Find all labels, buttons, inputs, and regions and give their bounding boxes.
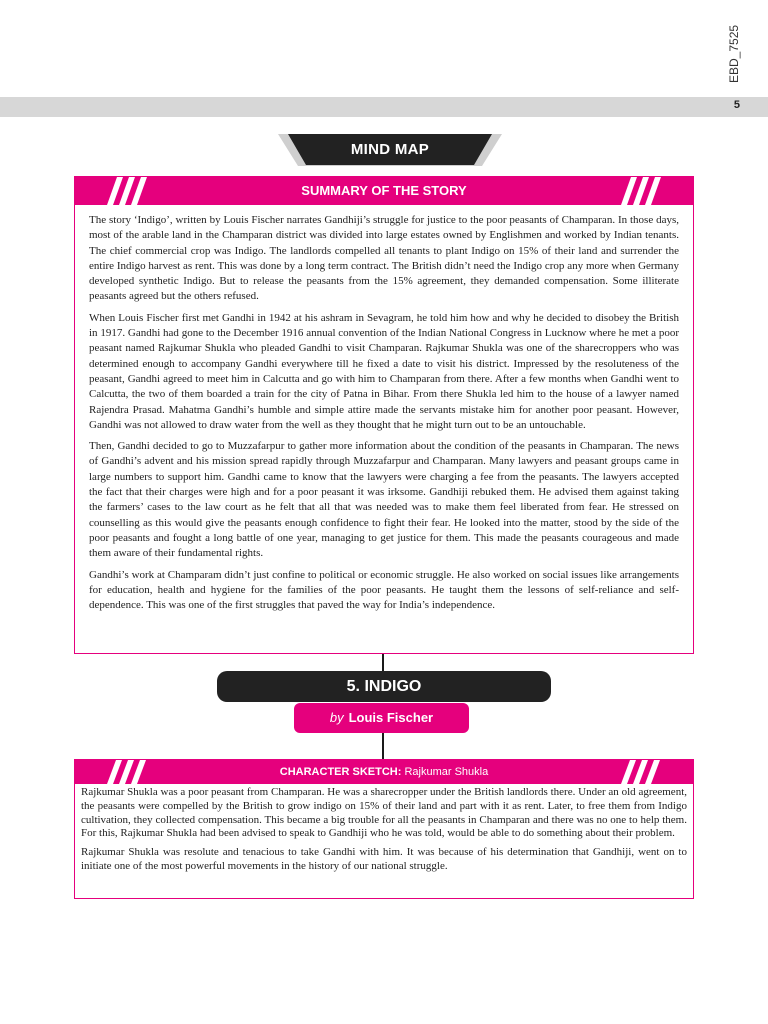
- author-by: by: [329, 710, 344, 725]
- book-code: EBD_7525: [727, 24, 741, 84]
- stripes-right-icon: [617, 760, 671, 784]
- character-sketch-box: [74, 759, 694, 899]
- summary-paragraph: Then, Gandhi decided to go to Muzzafarpur to gather more information about the condition of the peasants in Champaran. The news of Gandhi’s advent and his mission spread rapidly through Muzzafarpur and Champaran. Many lawyers and peasant groups came in large numbers to support him. Gandhi came to know that the lawyers were charging a fee from the peasants. The lawyers accepted the fact that their charges were high and for a poor peasant it was irksome. Gandhiji rebuked them. He advised them against taking the farmers’ cases to the law court as he felt that all that was needed was to make them feel liberated from fear. He stressed on counselling as this would give the peasants enough confidence to fight their fear. He looked into the matter, stood by the side of the poor peasants and fought a long battle of one year, managing to get justice for them. This made the peasants courageous and made them aware of their fundamental rights.: [89, 440, 679, 560]
- summary-title: SUMMARY OF THE STORY: [301, 183, 467, 198]
- character-name: Rajkumar Shukla: [404, 766, 489, 778]
- summary-paragraph: The story ‘Indigo’, written by Louis Fischer narrates Gandhiji’s struggle for justice to the poor peasants of Champaran. In those days, most of the arable land in the Champaran district was divided into large estates owned by Englishmen and worked by Indian tenants. The chief commercial crop was Indigo. The landlords compelled all tenants to plant Indigo on 15% of their land and surrender the entire Indigo harvest as rent. This was done by a long term contract. The British didn’t need the Indigo crop any more when Germany developed synthetic Indigo. But to release the peasants from the 15% agreement, they demanded compensation. Some illiterate peasants agreed but the others refused.: [89, 214, 679, 303]
- connector-line: [382, 654, 384, 672]
- character-label: CHARACTER SKETCH:: [279, 766, 402, 778]
- summary-paragraph: When Louis Fischer first met Gandhi in 1942 at his ashram in Sevagram, he told him how and why he decided to disobey the British in 1917. Gandhi had gone to the December 1916 annual convention of the Indian National Congress in Lucknow where he met a poor peasant named Rajkumar Shukla who pleaded Gandhi to visit Champaran. Rajkumar Shukla was one of the sharecroppers who was determined enough to accompany Gandhi everywhere till he fixed a date to visit his district. Impressed by the resoluteness of the peasant, Gandhi agreed to meet him in Calcutta and go with him to Champaran from there. After a few months when Gandhi went to Calcutta, the two of them boarded a train for the city of Patna in Bihar. From there Shukla led him to the house of a lawyer named Rajendra Prasad. Mahatma Gandhi’s humble and simple attire made the servants mistake him for another poor peasant. However, Gandhi was not allowed to draw water from the well as they thought that he might turn out to be an untouchable.: [89, 311, 679, 431]
- author-badge: [294, 703, 469, 733]
- connector-line: [382, 733, 384, 759]
- character-paragraph: Rajkumar Shukla was a poor peasant from Champaran. He was a sharecropper under the British landlords there. Under an old agreement, the peasants were compelled by the British to grow indigo on 15% of their land and part with it as rent. Later, to free them from Indigo cultivation, they collected compensation. This became a big trouble for all the peasants in Champaran and there was no one to help them. For this, Rajkumar Shukla had been advised to speak to Gandhiji who he was told, would be able to do something about their problem.: [81, 786, 687, 840]
- summary-paragraph: Gandhi’s work at Champaram didn’t just confine to political or economic struggle. He also worked on social issues like arrangements for education, health and hygiene for the families of the poor peasants. He taught them the lessons of self-reliance and self-dependence. This was one of the first struggles that paved the way for India’s independence.: [89, 568, 679, 612]
- mind-map-heading: MIND MAP: [350, 141, 430, 158]
- character-content: [75, 784, 693, 874]
- summary-band: [75, 177, 693, 205]
- character-band: [75, 760, 693, 784]
- character-title: [280, 766, 488, 778]
- stripes-left-icon: [97, 760, 151, 784]
- header-bar: [0, 97, 768, 117]
- stripes-right-icon: [617, 177, 671, 205]
- mind-map-banner: [278, 134, 502, 166]
- author-name: Louis Fischer: [348, 710, 434, 725]
- stripes-left-icon: [97, 177, 151, 205]
- summary-content: [75, 205, 693, 613]
- page-number: 5: [733, 99, 740, 111]
- character-paragraph: Rajkumar Shukla was resolute and tenacious to take Gandhi with him. It was because of his determination that Gandhiji, went on to initiate one of the most powerful movements in the history of our national struggle.: [81, 846, 687, 872]
- chapter-title: 5. INDIGO: [217, 671, 551, 702]
- summary-box: [74, 176, 694, 654]
